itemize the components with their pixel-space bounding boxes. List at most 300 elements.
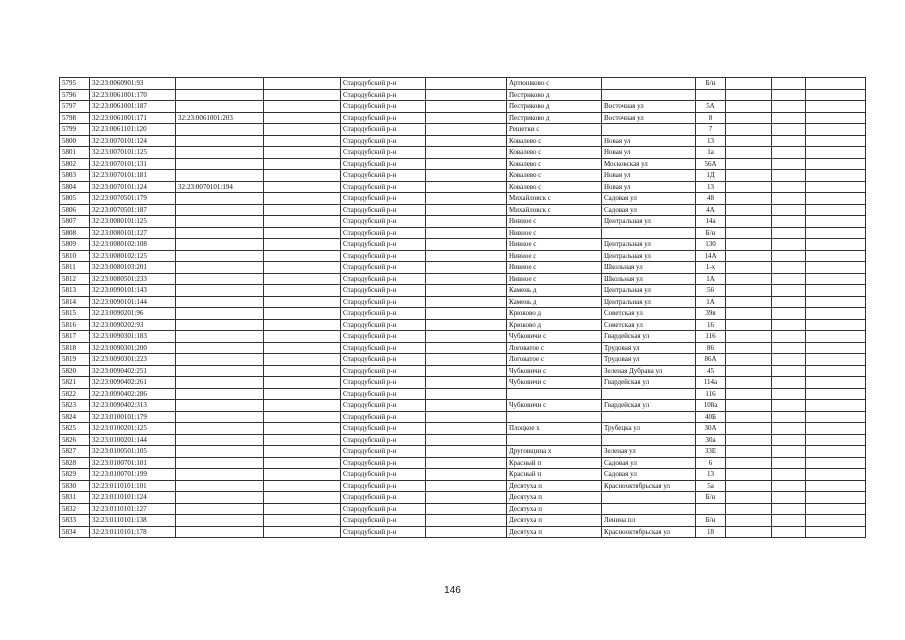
cadastral-number-cell: 32:23:0110101:101 bbox=[90, 480, 176, 492]
table-row bbox=[60, 377, 866, 389]
table-row bbox=[60, 526, 866, 538]
row-number-cell: 5820 bbox=[60, 365, 90, 377]
empty-cell bbox=[772, 193, 806, 205]
settlement-cell: Плоцкое х bbox=[507, 423, 602, 435]
street-cell: Зеленая ул bbox=[602, 446, 696, 458]
previous-number-cell bbox=[176, 170, 264, 182]
table-row bbox=[60, 411, 866, 423]
empty-cell bbox=[806, 158, 866, 170]
row-number-cell: 5814 bbox=[60, 296, 90, 308]
table-row bbox=[60, 262, 866, 274]
empty-cell bbox=[264, 503, 341, 515]
settlement-cell: Нивное с bbox=[507, 239, 602, 251]
street-cell bbox=[602, 227, 696, 239]
settlement-cell: Решетки с bbox=[507, 124, 602, 136]
row-number-cell: 5831 bbox=[60, 492, 90, 504]
table-row bbox=[60, 457, 866, 469]
row-number-cell: 5806 bbox=[60, 204, 90, 216]
house-number-cell: 16 bbox=[696, 319, 726, 331]
empty-cell bbox=[726, 354, 772, 366]
district-cell: Стародубский р-н bbox=[341, 457, 426, 469]
empty-cell bbox=[806, 193, 866, 205]
district-cell: Стародубский р-н bbox=[341, 296, 426, 308]
settlement-cell: Ковалево с bbox=[507, 147, 602, 159]
cadastral-number-cell: 32:23:0061101:120 bbox=[90, 124, 176, 136]
district-cell: Стародубский р-н bbox=[341, 388, 426, 400]
empty-cell bbox=[426, 331, 507, 343]
row-number-cell: 5818 bbox=[60, 342, 90, 354]
cadastral-number-cell: 32:23:0110101:124 bbox=[90, 492, 176, 504]
empty-cell bbox=[806, 469, 866, 481]
house-number-cell: 40Б bbox=[696, 411, 726, 423]
empty-cell bbox=[426, 446, 507, 458]
table-row bbox=[60, 354, 866, 366]
empty-cell bbox=[772, 147, 806, 159]
row-number-cell: 5811 bbox=[60, 262, 90, 274]
empty-cell bbox=[426, 515, 507, 527]
row-number-cell: 5807 bbox=[60, 216, 90, 228]
settlement-cell: Чубковичи с bbox=[507, 365, 602, 377]
empty-cell bbox=[264, 492, 341, 504]
row-number-cell: 5803 bbox=[60, 170, 90, 182]
row-number-cell: 5812 bbox=[60, 273, 90, 285]
empty-cell bbox=[772, 377, 806, 389]
street-cell: Московская ул bbox=[602, 158, 696, 170]
house-number-cell: 6 bbox=[696, 457, 726, 469]
empty-cell bbox=[426, 273, 507, 285]
empty-cell bbox=[726, 124, 772, 136]
previous-number-cell bbox=[176, 469, 264, 481]
table-row bbox=[60, 101, 866, 113]
cadastral-number-cell: 32:23:0070101:124 bbox=[90, 135, 176, 147]
empty-cell bbox=[726, 262, 772, 274]
cadastral-number-cell: 32:23:0090301:200 bbox=[90, 342, 176, 354]
empty-cell bbox=[426, 262, 507, 274]
settlement-cell: Нивное с bbox=[507, 273, 602, 285]
cadastral-number-cell: 32:23:0090101:144 bbox=[90, 296, 176, 308]
street-cell: Зеленая Дубрава ул bbox=[602, 365, 696, 377]
empty-cell bbox=[426, 526, 507, 538]
row-number-cell: 5826 bbox=[60, 434, 90, 446]
house-number-cell bbox=[696, 503, 726, 515]
cadastral-number-cell: 32:23:0070101:131 bbox=[90, 158, 176, 170]
house-number-cell: Б/н bbox=[696, 78, 726, 90]
street-cell: Красноoктябрьская ул bbox=[602, 526, 696, 538]
house-number-cell: 14а bbox=[696, 216, 726, 228]
cadastral-number-cell: 32:23:0090402:313 bbox=[90, 400, 176, 412]
cadastral-number-cell: 32:23:0080103:201 bbox=[90, 262, 176, 274]
district-cell: Стародубский р-н bbox=[341, 250, 426, 262]
empty-cell bbox=[726, 411, 772, 423]
empty-cell bbox=[264, 515, 341, 527]
empty-cell bbox=[426, 354, 507, 366]
empty-cell bbox=[264, 342, 341, 354]
empty-cell bbox=[264, 135, 341, 147]
street-cell: Новая ул bbox=[602, 181, 696, 193]
empty-cell bbox=[264, 158, 341, 170]
empty-cell bbox=[806, 227, 866, 239]
row-number-cell: 5817 bbox=[60, 331, 90, 343]
empty-cell bbox=[806, 135, 866, 147]
settlement-cell: Нивное с bbox=[507, 262, 602, 274]
empty-cell bbox=[806, 480, 866, 492]
empty-cell bbox=[426, 158, 507, 170]
district-cell: Стародубский р-н bbox=[341, 492, 426, 504]
cadastral-number-cell: 32:23:0080102:125 bbox=[90, 250, 176, 262]
table-row bbox=[60, 365, 866, 377]
house-number-cell: 86 bbox=[696, 342, 726, 354]
district-cell: Стародубский р-н bbox=[341, 101, 426, 113]
empty-cell bbox=[264, 124, 341, 136]
table-row bbox=[60, 124, 866, 136]
row-number-cell: 5800 bbox=[60, 135, 90, 147]
empty-cell bbox=[806, 388, 866, 400]
table-row bbox=[60, 181, 866, 193]
empty-cell bbox=[426, 457, 507, 469]
house-number-cell: 30а bbox=[696, 434, 726, 446]
house-number-cell: 1Д bbox=[696, 170, 726, 182]
empty-cell bbox=[772, 434, 806, 446]
previous-number-cell bbox=[176, 273, 264, 285]
district-cell: Стародубский р-н bbox=[341, 112, 426, 124]
district-cell: Стародубский р-н bbox=[341, 411, 426, 423]
empty-cell bbox=[772, 423, 806, 435]
empty-cell bbox=[264, 434, 341, 446]
settlement-cell: Логоватое с bbox=[507, 342, 602, 354]
settlement-cell: Пестриково д bbox=[507, 89, 602, 101]
settlement-cell bbox=[507, 434, 602, 446]
empty-cell bbox=[806, 124, 866, 136]
previous-number-cell bbox=[176, 78, 264, 90]
empty-cell bbox=[426, 285, 507, 297]
register-table bbox=[59, 77, 866, 538]
empty-cell bbox=[264, 319, 341, 331]
row-number-cell: 5827 bbox=[60, 446, 90, 458]
district-cell: Стародубский р-н bbox=[341, 308, 426, 320]
settlement-cell: Нивное с bbox=[507, 250, 602, 262]
table-row bbox=[60, 319, 866, 331]
street-cell bbox=[602, 124, 696, 136]
empty-cell bbox=[264, 526, 341, 538]
empty-cell bbox=[264, 446, 341, 458]
cadastral-number-cell: 32:23:0100501:105 bbox=[90, 446, 176, 458]
empty-cell bbox=[264, 377, 341, 389]
street-cell: Трудовая ул bbox=[602, 354, 696, 366]
empty-cell bbox=[806, 308, 866, 320]
street-cell: Советская ул bbox=[602, 319, 696, 331]
empty-cell bbox=[726, 434, 772, 446]
settlement-cell: Ковалево с bbox=[507, 135, 602, 147]
street-cell: Восточная ул bbox=[602, 101, 696, 113]
empty-cell bbox=[426, 204, 507, 216]
district-cell: Стародубский р-н bbox=[341, 342, 426, 354]
street-cell: Трудовая ул bbox=[602, 342, 696, 354]
house-number-cell: Б/н bbox=[696, 515, 726, 527]
previous-number-cell bbox=[176, 365, 264, 377]
house-number-cell: 56 bbox=[696, 285, 726, 297]
previous-number-cell bbox=[176, 239, 264, 251]
table-row bbox=[60, 112, 866, 124]
empty-cell bbox=[806, 216, 866, 228]
cadastral-number-cell: 32:23:0090301:183 bbox=[90, 331, 176, 343]
empty-cell bbox=[426, 147, 507, 159]
settlement-cell: Ковалево с bbox=[507, 170, 602, 182]
empty-cell bbox=[426, 308, 507, 320]
empty-cell bbox=[264, 89, 341, 101]
street-cell: Восточная ул bbox=[602, 112, 696, 124]
empty-cell bbox=[806, 262, 866, 274]
table-row bbox=[60, 492, 866, 504]
empty-cell bbox=[726, 480, 772, 492]
street-cell: Садовая ул bbox=[602, 457, 696, 469]
row-number-cell: 5816 bbox=[60, 319, 90, 331]
empty-cell bbox=[426, 400, 507, 412]
district-cell: Стародубский р-н bbox=[341, 469, 426, 481]
empty-cell bbox=[772, 400, 806, 412]
empty-cell bbox=[806, 170, 866, 182]
previous-number-cell bbox=[176, 308, 264, 320]
empty-cell bbox=[426, 296, 507, 308]
row-number-cell: 5796 bbox=[60, 89, 90, 101]
empty-cell bbox=[726, 469, 772, 481]
street-cell bbox=[602, 503, 696, 515]
empty-cell bbox=[806, 285, 866, 297]
previous-number-cell bbox=[176, 216, 264, 228]
empty-cell bbox=[264, 480, 341, 492]
house-number-cell: 13 bbox=[696, 181, 726, 193]
district-cell: Стародубский р-н bbox=[341, 515, 426, 527]
empty-cell bbox=[772, 457, 806, 469]
district-cell: Стародубский р-н bbox=[341, 331, 426, 343]
empty-cell bbox=[772, 262, 806, 274]
empty-cell bbox=[806, 250, 866, 262]
table-row bbox=[60, 285, 866, 297]
previous-number-cell bbox=[176, 434, 264, 446]
empty-cell bbox=[772, 365, 806, 377]
house-number-cell: 18 bbox=[696, 526, 726, 538]
empty-cell bbox=[426, 503, 507, 515]
row-number-cell: 5801 bbox=[60, 147, 90, 159]
empty-cell bbox=[426, 227, 507, 239]
empty-cell bbox=[726, 457, 772, 469]
empty-cell bbox=[264, 273, 341, 285]
house-number-cell: 116 bbox=[696, 388, 726, 400]
street-cell: Центральная ул bbox=[602, 216, 696, 228]
table-row bbox=[60, 342, 866, 354]
empty-cell bbox=[264, 250, 341, 262]
empty-cell bbox=[806, 411, 866, 423]
street-cell: Трубецка ул bbox=[602, 423, 696, 435]
district-cell: Стародубский р-н bbox=[341, 124, 426, 136]
previous-number-cell bbox=[176, 262, 264, 274]
cadastral-number-cell: 32:23:0090402:251 bbox=[90, 365, 176, 377]
house-number-cell: 8 bbox=[696, 112, 726, 124]
street-cell bbox=[602, 388, 696, 400]
empty-cell bbox=[726, 193, 772, 205]
street-cell: Гвардейская ул bbox=[602, 377, 696, 389]
district-cell: Стародубский р-н bbox=[341, 135, 426, 147]
empty-cell bbox=[806, 204, 866, 216]
empty-cell bbox=[772, 331, 806, 343]
previous-number-cell bbox=[176, 411, 264, 423]
street-cell: Новая ул bbox=[602, 147, 696, 159]
house-number-cell: 13 bbox=[696, 135, 726, 147]
empty-cell bbox=[264, 365, 341, 377]
empty-cell bbox=[726, 147, 772, 159]
street-cell: Центральная ул bbox=[602, 250, 696, 262]
table-row bbox=[60, 480, 866, 492]
empty-cell bbox=[264, 296, 341, 308]
table-row bbox=[60, 331, 866, 343]
district-cell: Стародубский р-н bbox=[341, 365, 426, 377]
street-cell: Садовая ул bbox=[602, 204, 696, 216]
previous-number-cell bbox=[176, 101, 264, 113]
empty-cell bbox=[264, 285, 341, 297]
empty-cell bbox=[772, 135, 806, 147]
settlement-cell: Ковалево с bbox=[507, 158, 602, 170]
house-number-cell: 108а bbox=[696, 400, 726, 412]
district-cell: Стародубский р-н bbox=[341, 503, 426, 515]
cadastral-number-cell: 32:23:0070501:179 bbox=[90, 193, 176, 205]
empty-cell bbox=[726, 503, 772, 515]
empty-cell bbox=[426, 112, 507, 124]
empty-cell bbox=[264, 101, 341, 113]
empty-cell bbox=[806, 354, 866, 366]
empty-cell bbox=[806, 331, 866, 343]
empty-cell bbox=[426, 423, 507, 435]
cadastral-number-cell: 32:23:0070501:187 bbox=[90, 204, 176, 216]
cadastral-number-cell: 32:23:0090201:96 bbox=[90, 308, 176, 320]
previous-number-cell bbox=[176, 135, 264, 147]
empty-cell bbox=[806, 423, 866, 435]
settlement-cell: Михайловск с bbox=[507, 193, 602, 205]
settlement-cell: Чубковичи с bbox=[507, 377, 602, 389]
house-number-cell: 4А bbox=[696, 204, 726, 216]
row-number-cell: 5833 bbox=[60, 515, 90, 527]
empty-cell bbox=[806, 526, 866, 538]
house-number-cell: 1-х bbox=[696, 262, 726, 274]
empty-cell bbox=[426, 124, 507, 136]
house-number-cell: 1А bbox=[696, 296, 726, 308]
settlement-cell: Артюшково с bbox=[507, 78, 602, 90]
street-cell: Центральная ул bbox=[602, 285, 696, 297]
empty-cell bbox=[264, 457, 341, 469]
empty-cell bbox=[726, 285, 772, 297]
table-row bbox=[60, 503, 866, 515]
house-number-cell: 1а bbox=[696, 147, 726, 159]
empty-cell bbox=[726, 250, 772, 262]
previous-number-cell bbox=[176, 492, 264, 504]
previous-number-cell bbox=[176, 89, 264, 101]
district-cell: Стародубский р-н bbox=[341, 181, 426, 193]
district-cell: Стародубский р-н bbox=[341, 434, 426, 446]
table-row bbox=[60, 239, 866, 251]
cadastral-number-cell: 32:23:0110101:127 bbox=[90, 503, 176, 515]
empty-cell bbox=[264, 193, 341, 205]
settlement-cell: Чубковичи с bbox=[507, 400, 602, 412]
table-row bbox=[60, 227, 866, 239]
empty-cell bbox=[426, 193, 507, 205]
settlement-cell: Друговщина х bbox=[507, 446, 602, 458]
empty-cell bbox=[726, 377, 772, 389]
empty-cell bbox=[426, 239, 507, 251]
empty-cell bbox=[772, 89, 806, 101]
row-number-cell: 5825 bbox=[60, 423, 90, 435]
empty-cell bbox=[426, 89, 507, 101]
street-cell bbox=[602, 434, 696, 446]
empty-cell bbox=[806, 319, 866, 331]
empty-cell bbox=[806, 515, 866, 527]
table-row bbox=[60, 515, 866, 527]
empty-cell bbox=[772, 124, 806, 136]
settlement-cell: Десятуха п bbox=[507, 526, 602, 538]
district-cell: Стародубский р-н bbox=[341, 147, 426, 159]
empty-cell bbox=[726, 239, 772, 251]
empty-cell bbox=[806, 296, 866, 308]
empty-cell bbox=[806, 89, 866, 101]
row-number-cell: 5821 bbox=[60, 377, 90, 389]
house-number-cell: 14А bbox=[696, 250, 726, 262]
row-number-cell: 5798 bbox=[60, 112, 90, 124]
cadastral-number-cell: 32:23:0100101:179 bbox=[90, 411, 176, 423]
empty-cell bbox=[772, 78, 806, 90]
previous-number-cell bbox=[176, 193, 264, 205]
district-cell: Стародубский р-н bbox=[341, 423, 426, 435]
table-row bbox=[60, 250, 866, 262]
empty-cell bbox=[264, 227, 341, 239]
district-cell: Стародубский р-н bbox=[341, 319, 426, 331]
settlement-cell bbox=[507, 388, 602, 400]
row-number-cell: 5809 bbox=[60, 239, 90, 251]
district-cell: Стародубский р-н bbox=[341, 446, 426, 458]
empty-cell bbox=[806, 101, 866, 113]
empty-cell bbox=[726, 388, 772, 400]
empty-cell bbox=[806, 377, 866, 389]
empty-cell bbox=[426, 78, 507, 90]
cadastral-number-cell: 32:23:0080101:125 bbox=[90, 216, 176, 228]
previous-number-cell bbox=[176, 285, 264, 297]
district-cell: Стародубский р-н bbox=[341, 227, 426, 239]
cadastral-number-cell: 32:23:0090202:93 bbox=[90, 319, 176, 331]
settlement-cell: Камень д bbox=[507, 296, 602, 308]
street-cell: Центральная ул bbox=[602, 239, 696, 251]
empty-cell bbox=[806, 365, 866, 377]
empty-cell bbox=[726, 365, 772, 377]
house-number-cell: 1А bbox=[696, 273, 726, 285]
table-row bbox=[60, 147, 866, 159]
row-number-cell: 5830 bbox=[60, 480, 90, 492]
district-cell: Стародубский р-н bbox=[341, 377, 426, 389]
settlement-cell: Михайловск с bbox=[507, 204, 602, 216]
street-cell: Красноoктябрьская ул bbox=[602, 480, 696, 492]
empty-cell bbox=[772, 319, 806, 331]
previous-number-cell bbox=[176, 158, 264, 170]
street-cell: Советская ул bbox=[602, 308, 696, 320]
empty-cell bbox=[726, 78, 772, 90]
settlement-cell: Красный п bbox=[507, 469, 602, 481]
empty-cell bbox=[806, 434, 866, 446]
table-row bbox=[60, 78, 866, 90]
district-cell: Стародубский р-н bbox=[341, 158, 426, 170]
previous-number-cell bbox=[176, 480, 264, 492]
empty-cell bbox=[426, 434, 507, 446]
previous-number-cell bbox=[176, 388, 264, 400]
empty-cell bbox=[264, 331, 341, 343]
empty-cell bbox=[726, 89, 772, 101]
empty-cell bbox=[264, 400, 341, 412]
street-cell bbox=[602, 492, 696, 504]
cadastral-number-cell: 32:23:0100701:199 bbox=[90, 469, 176, 481]
